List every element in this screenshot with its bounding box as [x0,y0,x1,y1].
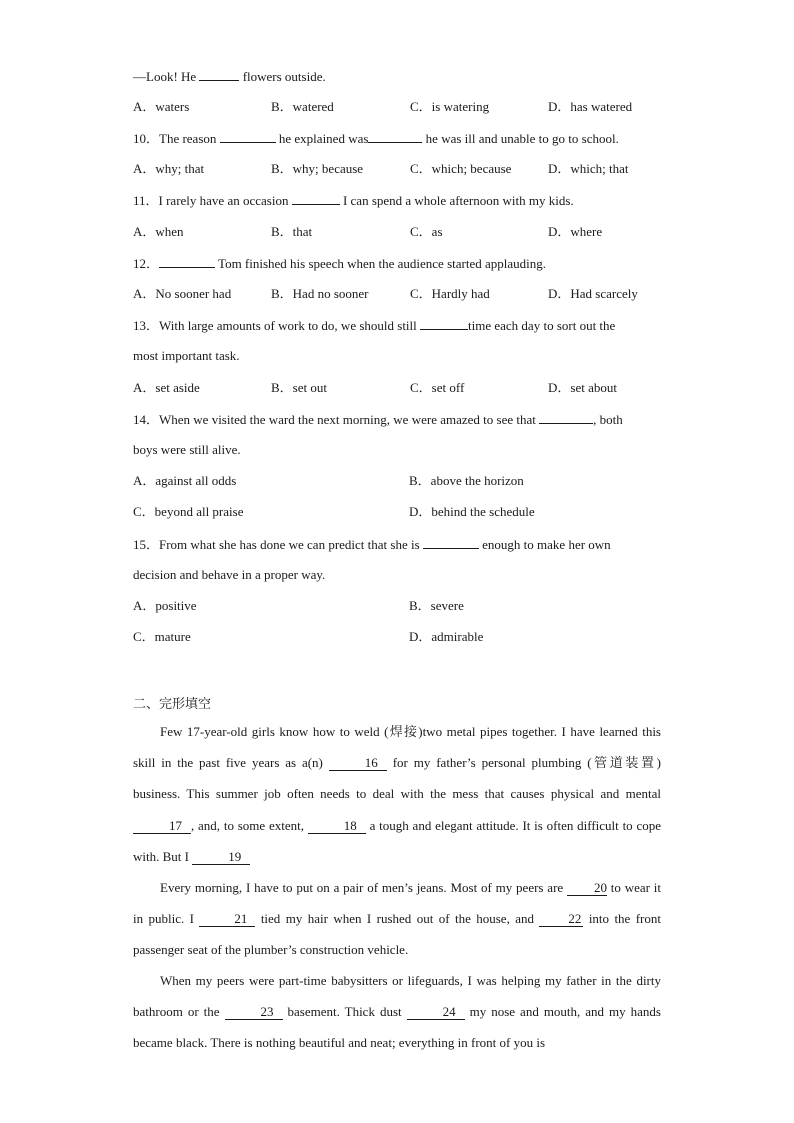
question-14-stem [133,411,623,428]
option-b: B．watered [271,99,334,114]
option-a: A．No sooner had [133,286,232,301]
q15-stem-mid: enough to make her own [482,537,611,552]
answer-blank [423,536,479,549]
option-d: D．has watered [548,99,633,114]
option-c: C．as [410,224,443,239]
option-c: C．mature [133,629,191,644]
q15-stem-start: 15．From what she has done we can predict that she is [133,537,420,552]
option-c: C．is watering [410,99,490,114]
q14-stem-mid: , both [593,412,623,427]
cloze-blank-18: 18 [308,819,366,834]
option-c: C．set off [410,380,465,395]
p1-text-3: , and, to some extent, [191,817,304,833]
p3-text-1: When my peers were part-time babysitters or lifeguards, I was helping my father in the dirty bathroom or the [133,973,661,1020]
p1-text-2: for my father’s personal plumbing (管道装置) business. This summer job often needs to deal with the mess that causes physical and mental [133,755,662,802]
question-13-stem [133,317,615,334]
answer-blank [199,68,239,81]
answer-blank [539,411,593,424]
question-15-options-row2 [133,629,693,645]
p3-text-2: basement. Thick dust [287,1004,402,1020]
question-12-options [133,286,693,302]
p2-text-4: into the front passenger seat of the plumber’s construction vehicle. [133,911,661,958]
option-a: A．when [133,224,184,239]
option-d: D．behind the schedule [409,504,535,519]
option-b: B．Had no sooner [271,286,369,301]
option-c: C．which; because [410,161,512,176]
p1-text-4: a tough and elegant attitude. It is often difficult to cope with. But I [133,817,662,864]
cloze-blank-16: 16 [329,756,387,771]
p3-text-3: my nose and mouth, and my hands became black. There is nothing beautiful and neat; everything in front of you is [133,1004,661,1051]
option-a: A．set aside [133,380,200,395]
p2-text-1: Every morning, I have to put on a pair of men’s jeans. Most of my peers are [160,880,564,895]
question-12-stem [133,255,546,272]
question-10-options [133,161,693,177]
q13-stem-start: 13．With large amounts of work to do, we should still [133,318,417,333]
option-b: B．why; because [271,161,364,176]
p1-text-1: Few 17-year-old girls know how to weld (焊接)two metal pipes together. I have learned this skill in the past five years as a(n) [133,724,661,771]
cloze-blank-17: 17 [133,819,191,834]
q9-stem-start: —Look! He [133,69,197,84]
option-b: B．that [271,224,313,239]
q9-stem-end: flowers outside. [242,69,326,84]
q12-stem-end: Tom finished his speech when the audience started applauding. [218,256,546,271]
answer-blank [368,130,422,143]
q10-stem-end: he was ill and unable to go to school. [425,131,619,146]
answer-blank [159,255,215,268]
q11-stem-end: I can spend a whole afternoon with my kids. [342,193,574,208]
option-b: B．set out [271,380,327,395]
q11-stem-start: 11．I rarely have an occasion [133,193,289,208]
question-10-stem [133,130,619,147]
answer-blank [420,317,468,330]
section-heading: 二、完形填空 [133,697,212,712]
q10-stem-start: 10．The reason [133,131,217,146]
question-13-options [133,380,693,396]
cloze-blank-21: 21 [199,912,255,927]
question-14-stem-cont [133,442,241,458]
cloze-paragraph-3 [133,965,661,1059]
cloze-blank-24: 24 [407,1005,465,1020]
option-d: D．set about [548,380,617,395]
q13-stem-end: most important task. [133,348,240,363]
option-d: D．where [548,224,603,239]
cloze-blank-19: 19 [192,850,250,865]
question-14-options-row1 [133,473,693,489]
cloze-paragraph-2 [133,872,661,966]
question-15-stem-cont [133,567,325,583]
option-d: D．Had scarcely [548,286,638,301]
question-15-stem [133,536,611,553]
q13-stem-mid: time each day to sort out the [468,318,616,333]
option-a: A．positive [133,598,197,613]
q15-stem-end: decision and behave in a proper way. [133,567,326,582]
question-13-stem-cont [133,348,240,364]
option-a: A．against all odds [133,473,237,488]
question-11-stem [133,192,574,209]
question-9-stem [133,68,326,85]
option-d: D．which; that [548,161,629,176]
q10-stem-mid: he explained was [278,131,369,146]
option-b: B．above the horizon [409,473,524,488]
cloze-blank-20: 20 [567,881,607,896]
question-11-options [133,224,693,240]
p2-text-2: to wear it in public. I [133,880,662,927]
q12-number: 12． [133,256,160,271]
option-d: D．admirable [409,629,484,644]
q14-stem-start: 14．When we visited the ward the next morning, we were amazed to see that [133,412,536,427]
cloze-paragraph-1 [133,716,661,872]
option-c: C．Hardly had [410,286,490,301]
question-9-options [133,99,693,115]
option-a: A．why; that [133,161,205,176]
question-15-options-row1 [133,598,693,614]
option-b: B．severe [409,598,464,613]
cloze-blank-23: 23 [225,1005,283,1020]
q14-stem-end: boys were still alive. [133,442,241,457]
question-14-options-row2 [133,504,693,520]
answer-blank [220,130,276,143]
option-c: C．beyond all praise [133,504,244,519]
option-a: A．waters [133,99,190,114]
p2-text-3: tied my hair when I rushed out of the house, and [260,911,534,927]
cloze-blank-22: 22 [539,912,583,927]
answer-blank [292,192,340,205]
